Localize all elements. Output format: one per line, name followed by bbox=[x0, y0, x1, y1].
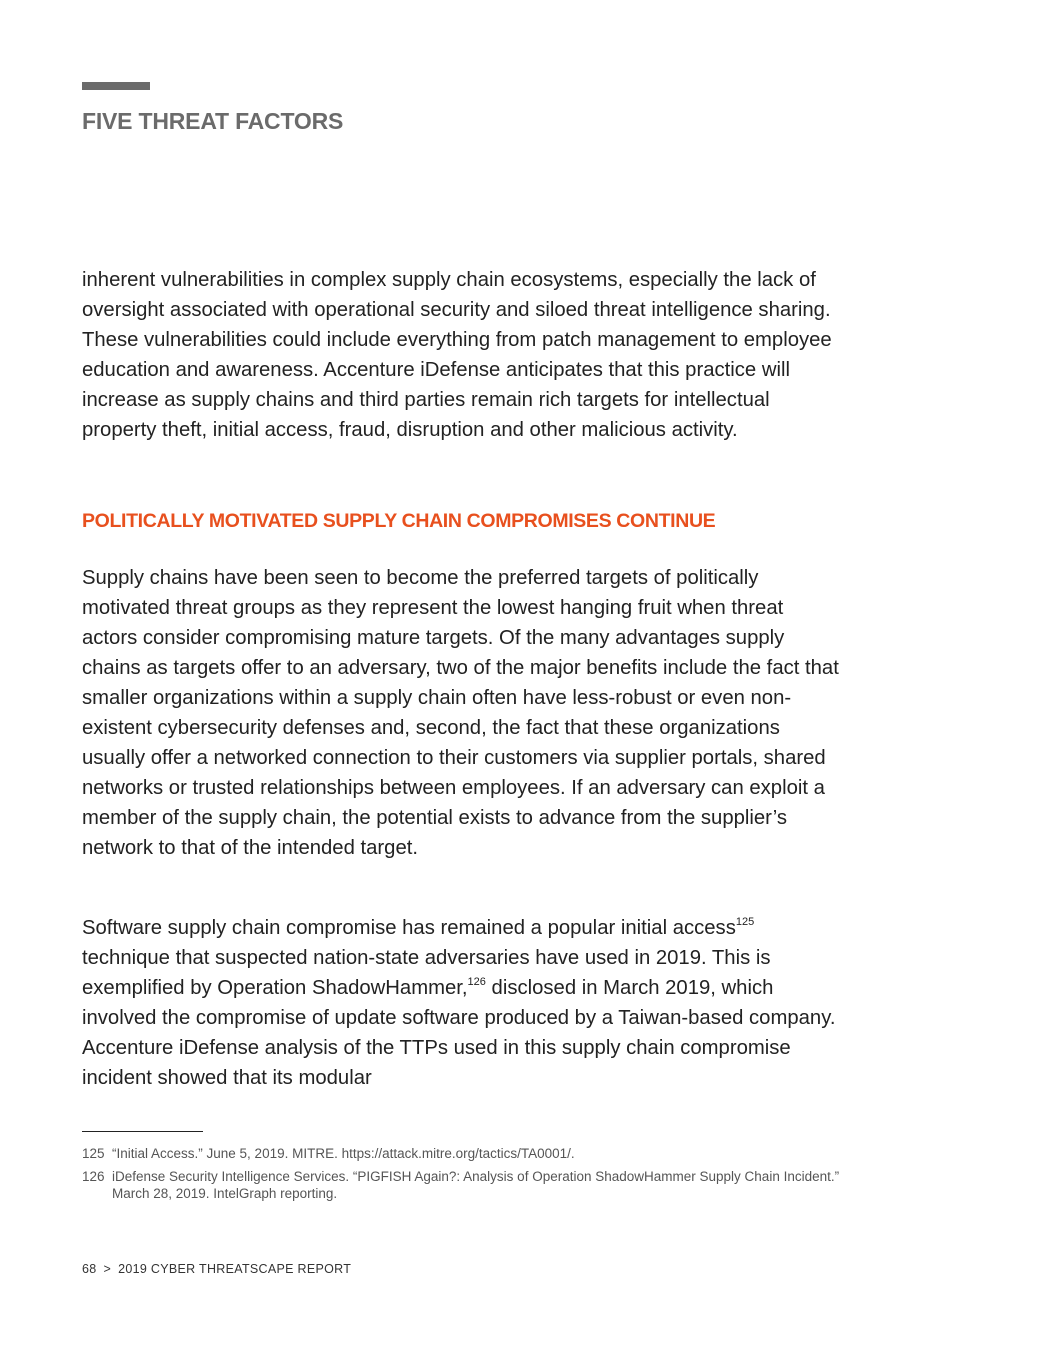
footnote-item bbox=[82, 1168, 842, 1202]
footnote-ref-125[interactable]: 125 bbox=[735, 916, 755, 928]
footnote-ref-126[interactable]: 126 bbox=[467, 976, 486, 988]
footnote-item bbox=[82, 1145, 842, 1162]
paragraph-software-supply-chain bbox=[82, 913, 842, 1093]
report-title: 2019 CYBER THREATSCAPE REPORT bbox=[118, 1262, 352, 1276]
page-footer bbox=[82, 1262, 351, 1276]
paragraph-3-part-2: technique that suspected nation-state adversaries have used in 2019. This is exemplified by Operation ShadowHammer, bbox=[82, 947, 771, 999]
intro-paragraph-text: inherent vulnerabilities in complex supply chain ecosystems, especially the lack of oversight associated with operational security and siloed threat intelligence sharing. These vulnerabilities could include everything from patch management to employee education and awareness. Accenture iDefense anticipates that this practice will increase as supply chains and third parties remain rich targets for intellectual property theft, initial access, fraud, disruption and other malicious activity. bbox=[82, 269, 832, 441]
page-number: 68 bbox=[82, 1262, 97, 1276]
paragraph-3-part-1: Software supply chain compromise has remained a popular initial access bbox=[82, 917, 736, 939]
footnotes bbox=[82, 1145, 842, 1208]
paragraph-supply-chains-text: Supply chains have been seen to become the preferred targets of politically motivated threat groups as they represent the lowest hanging fruit when threat actors consider compromising mature targets. Of the many advantages supply chains as targets offer to an adversary, two of the major benefits include the fact that smaller organizations within a supply chain often have less-robust or even non-existent cybersecurity defenses and, second, the fact that these organizations usually offer a networked connection to their customers via supplier portals, shared networks or trusted relationships between employees. If an adversary can exploit a member of the supply chain, the potential exists to advance from the supplier’s network to that of the intended target. bbox=[82, 567, 839, 859]
section-title: FIVE THREAT FACTORS bbox=[82, 108, 344, 134]
footnote-text: iDefense Security Intelligence Services. “PIGFISH Again?: Analysis of Operation ShadowHammer Supply Chain Incident.” March 28, 2019. IntelGraph reporting. bbox=[112, 1169, 840, 1201]
intro-paragraph bbox=[82, 265, 842, 445]
footnote-text: “Initial Access.” June 5, 2019. MITRE. https://attack.mitre.org/tactics/TA0001/. bbox=[112, 1146, 575, 1161]
paragraph-supply-chains bbox=[82, 563, 842, 863]
paragraph-3-part-3: disclosed in March 2019, which involved the compromise of update software produced by a Taiwan-based company. Accenture iDefense analysis of the TTPs used in this supply chain compromise incident showed that its modular bbox=[82, 977, 836, 1089]
footer-separator: > bbox=[103, 1262, 112, 1276]
footnote-number: 125 bbox=[82, 1146, 105, 1161]
footnote-divider bbox=[82, 1131, 203, 1132]
section-rule-bar bbox=[82, 82, 150, 90]
subheading: POLITICALLY MOTIVATED SUPPLY CHAIN COMPROMISES CONTINUE bbox=[82, 510, 716, 532]
paragraph-software-supply-chain-text bbox=[82, 913, 842, 1093]
footnote-number: 126 bbox=[82, 1169, 105, 1184]
